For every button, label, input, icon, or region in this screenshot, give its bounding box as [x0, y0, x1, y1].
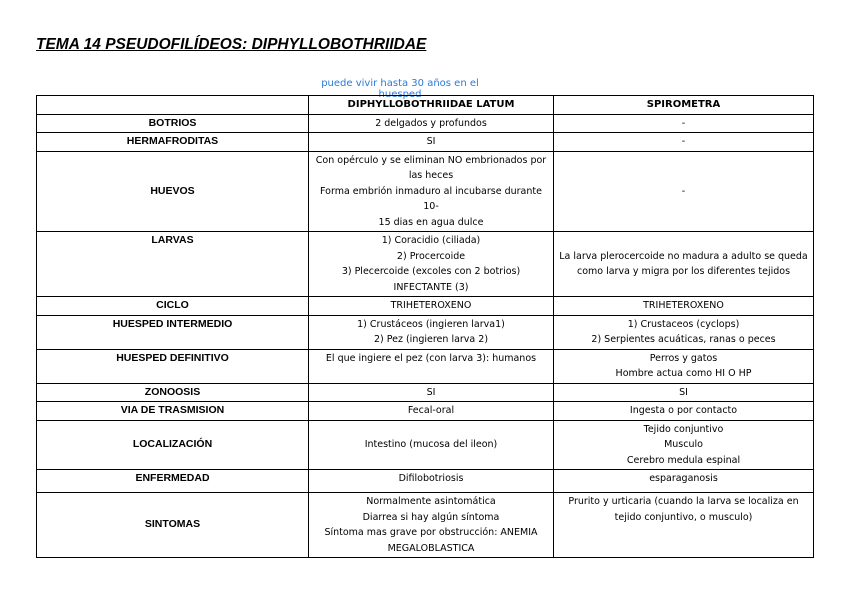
row-label: HUESPED DEFINITIVO: [37, 349, 309, 383]
cell-line: Difilobotriosis: [398, 473, 464, 484]
table-row: [37, 114, 814, 133]
table-row: [37, 349, 814, 383]
latum-cell: [309, 420, 554, 470]
latum-cell: [309, 232, 554, 297]
cell-line: 2) Procercoide: [396, 250, 466, 262]
cell-line: Cerebro medula espinal: [626, 454, 741, 466]
row-label: BOTRIOS: [37, 114, 309, 133]
cell-line: Fecal-oral: [407, 405, 455, 416]
cell-line: 3) Plecercoide (excoles con 2 botrios): [341, 266, 521, 277]
cell-line: TRIHETEROXENO: [390, 300, 472, 311]
latum-cell: [309, 297, 554, 316]
table-row: [37, 493, 814, 558]
cell-line: 1) Crustáceos (ingieren larva1): [357, 318, 505, 330]
header-cell-spirometra: SPIROMETRA: [554, 96, 814, 115]
header-cell-empty: [37, 96, 309, 115]
latum-cell: [309, 151, 554, 232]
cell-line: SI: [426, 136, 436, 147]
cell-line: esparaganosis: [649, 473, 718, 484]
cell-line: 1) Coracidio (ciliada): [381, 235, 481, 246]
cell-line: Normalmente asintomática: [366, 496, 496, 507]
spirometra-cell: [554, 133, 814, 152]
spirometra-cell: [554, 232, 814, 297]
row-label: HERMAFRODITAS: [37, 133, 309, 152]
cell-line: La larva plerocercoide no madura a adulto se queda: [559, 250, 808, 262]
spirometra-cell: [554, 315, 814, 349]
spirometra-cell: [554, 402, 814, 421]
cell-line: 2) Serpientes acuáticas, ranas o peces: [591, 334, 776, 345]
row-label: CICLO: [37, 297, 309, 316]
table-row: [37, 315, 814, 349]
spirometra-cell: [554, 151, 814, 232]
table-header-row: [37, 96, 814, 115]
spirometra-cell: [554, 470, 814, 493]
table-row: [37, 402, 814, 421]
cell-line: 2) Pez (ingieren larva 2): [373, 334, 489, 345]
cell-line: INFECTANTE (3): [393, 281, 469, 293]
spirometra-cell: [554, 114, 814, 133]
spirometra-cell: [554, 420, 814, 470]
cell-line: TRIHETEROXENO: [643, 300, 724, 311]
cell-line: -: [681, 117, 686, 129]
cell-line: El que ingiere el pez (con larva 3): humanos: [325, 352, 537, 364]
latum-cell: [309, 315, 554, 349]
cell-line: Tejido conjuntivo: [643, 423, 724, 435]
page-title: TEMA 14 PSEUDOFILÍDEOS: DIPHYLLOBOTHRIIDAE: [36, 36, 427, 53]
latum-cell: [309, 114, 554, 133]
table-row: [37, 232, 814, 297]
cell-line: Diarrea si hay algún síntoma: [362, 511, 500, 523]
cell-line: 2 delgados y profundos: [375, 117, 487, 129]
table-row: [37, 297, 814, 316]
row-label: SINTOMAS: [37, 493, 309, 558]
spirometra-cell: [554, 349, 814, 383]
cell-line: -: [681, 185, 686, 197]
row-label: LOCALIZACIÓN: [37, 420, 309, 470]
cell-line: Forma embrión inmaduro al incubarse durante 10-: [320, 185, 542, 212]
header-cell-latum: DIPHYLLOBOTHRIIDAE LATUM: [309, 96, 554, 115]
cell-line: Prurito y urticaria (cuando la larva se localiza en: [568, 496, 799, 507]
cell-line: las heces: [408, 170, 454, 181]
table-row: [37, 133, 814, 152]
cell-line: como larva y migra por los diferentes tejidos: [576, 266, 791, 277]
row-label: HUEVOS: [37, 151, 309, 232]
row-label: LARVAS: [37, 232, 309, 297]
cell-line: Intestino (mucosa del ileon): [364, 439, 498, 450]
table-row: [37, 383, 814, 402]
latum-cell: [309, 133, 554, 152]
spirometra-cell: [554, 493, 814, 558]
table-row: [37, 151, 814, 232]
cell-line: Musculo: [664, 439, 703, 450]
cell-line: Ingesta o por contacto: [629, 405, 738, 416]
cell-line: tejido conjuntivo, o musculo): [614, 511, 753, 523]
cell-line: Síntoma mas grave por obstrucción: ANEMIA: [324, 527, 538, 538]
latum-cell: [309, 383, 554, 402]
cell-line: -: [681, 136, 686, 147]
cell-line: 1) Crustaceos (cyclops): [627, 318, 740, 330]
latum-cell: [309, 470, 554, 493]
latum-cell: [309, 402, 554, 421]
cell-line: SI: [679, 386, 688, 398]
row-label: HUESPED INTERMEDIO: [37, 315, 309, 349]
cell-line: Hombre actua como HI O HP: [615, 368, 752, 379]
note-text: puede vivir hasta 30 años en el huesped: [321, 78, 479, 100]
cell-line: 15 dias en agua dulce: [378, 216, 484, 228]
row-label: ZONOOSIS: [37, 383, 309, 402]
latum-cell: [309, 493, 554, 558]
latum-cell: [309, 349, 554, 383]
cell-line: Con opérculo y se eliminan NO embrionados por: [315, 154, 547, 166]
row-label: ENFERMEDAD: [37, 470, 309, 493]
row-label: VIA DE TRASMISION: [37, 402, 309, 421]
table-row: [37, 420, 814, 470]
cell-line: SI: [426, 386, 436, 398]
spirometra-cell: [554, 297, 814, 316]
table-row: [37, 470, 814, 493]
spirometra-cell: [554, 383, 814, 402]
comparison-table: [36, 95, 814, 558]
cell-line: MEGALOBLASTICA: [387, 542, 475, 554]
cell-line: Perros y gatos: [649, 352, 718, 364]
